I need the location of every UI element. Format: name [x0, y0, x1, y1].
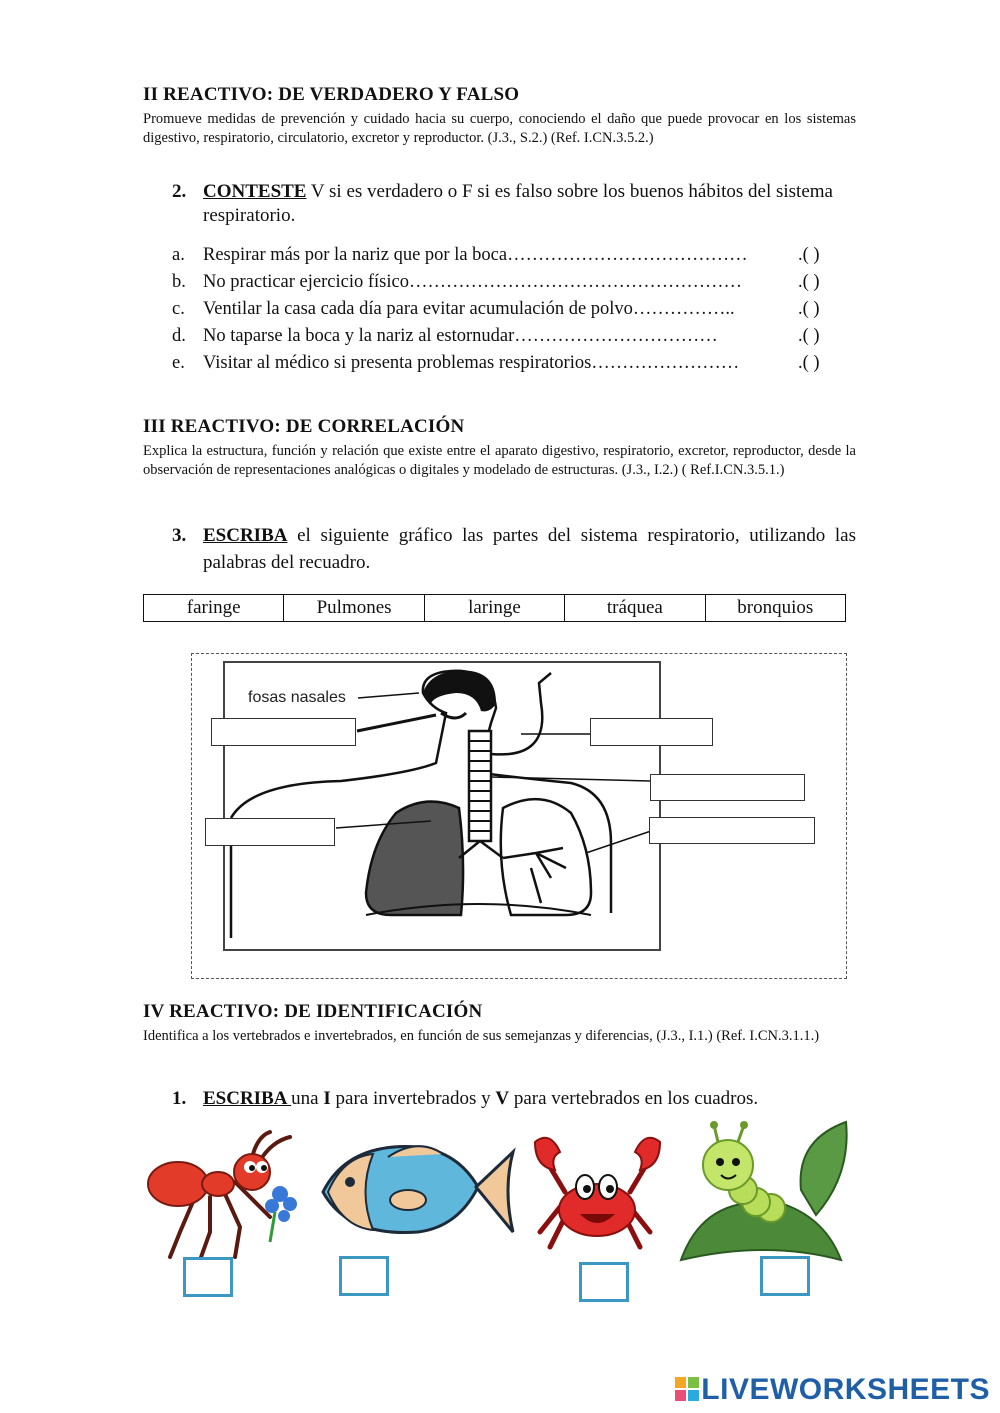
diagram-answer-box[interactable]: [590, 718, 713, 746]
question-keyword: CONTESTE: [203, 181, 307, 202]
question-text: el siguiente gráfico las partes del sistema respiratorio, utilizando las palabras del recuadro.: [203, 525, 857, 573]
respiratory-diagram: [191, 653, 847, 979]
ant-answer-box[interactable]: [183, 1257, 233, 1297]
tf-item: [172, 326, 862, 352]
word-cell: laringe: [424, 595, 564, 622]
question-keyword: ESCRIBA: [203, 1088, 292, 1109]
word-cell: faringe: [144, 595, 284, 622]
fish-answer-box[interactable]: [339, 1256, 389, 1296]
answer-paren[interactable]: .( ): [798, 326, 820, 346]
letter-v: V: [495, 1088, 510, 1109]
fish-illustration: [318, 1132, 518, 1247]
question-text-part: para invertebrados y: [330, 1088, 496, 1109]
section4-description: Identifica a los vertebrados e invertebrados, en función de sus semejanzas y diferencias, (J.3., I.1.) (Ref. I.CN.3.1.1.): [143, 1028, 820, 1044]
caterpillar-illustration: [676, 1120, 851, 1265]
crab-answer-box[interactable]: [579, 1262, 629, 1302]
section2-title: II REACTIVO: DE VERDADERO Y FALSO: [143, 84, 520, 105]
ant-illustration: [140, 1122, 305, 1262]
answer-paren[interactable]: .( ): [798, 299, 820, 319]
item-letter: d.: [172, 326, 186, 346]
diagram-answer-box[interactable]: [649, 817, 815, 844]
tf-item: [172, 299, 862, 325]
diagram-answer-box[interactable]: [650, 774, 805, 801]
answer-paren[interactable]: .( ): [798, 353, 820, 373]
section3-title: III REACTIVO: DE CORRELACIÓN: [143, 416, 465, 437]
item-text: Respirar más por la nariz que por la boca…………………………………: [203, 245, 748, 265]
diagram-answer-box[interactable]: [205, 818, 335, 846]
letter-i: I: [323, 1088, 331, 1109]
item-letter: b.: [172, 272, 186, 292]
diagram-label-fosas: fosas nasales: [248, 689, 346, 706]
answer-paren[interactable]: .( ): [798, 272, 820, 292]
item-letter: e.: [172, 353, 185, 373]
tf-item: [172, 353, 862, 379]
question-number: 2.: [172, 181, 187, 202]
question-text-part: una: [291, 1088, 324, 1109]
crab-illustration: [530, 1132, 665, 1257]
tf-item: [172, 272, 862, 298]
item-letter: c.: [172, 299, 185, 319]
item-text: No practicar ejercicio físico………………………………………………: [203, 272, 742, 292]
logo-badge: [675, 1377, 699, 1401]
question-text: V si es verdadero o F si es falso sobre los buenos hábitos del sistema respiratorio.: [203, 181, 833, 226]
item-text: Ventilar la casa cada día para evitar acumulación de polvo……………..: [203, 299, 735, 319]
word-cell: Pulmones: [284, 595, 424, 622]
diagram-answer-box[interactable]: [211, 718, 356, 746]
question-number: 3.: [172, 525, 187, 546]
item-letter: a.: [172, 245, 185, 265]
question-keyword: ESCRIBA: [203, 525, 288, 546]
word-cell: bronquios: [705, 595, 845, 622]
caterpillar-answer-box[interactable]: [760, 1256, 810, 1296]
section2-description: Promueve medidas de prevención y cuidado hacia su cuerpo, conociendo el daño que puede provocar en los sistemas digestivo, respiratorio, circulatorio, excretor y reproductor. (J.3., S.2.) (Ref. I.CN.3.5.2.): [143, 111, 856, 146]
liveworksheets-logo: [675, 1373, 990, 1407]
tf-item: [172, 245, 862, 271]
section3-description: Explica la estructura, función y relación que existe entre el aparato digestivo, respiratorio, excretor, reproductor, desde la observación de representaciones analógicas o digitales y modelado de estructuras. (J.3., I.2.) ( Ref.I.CN.3.5.1.): [143, 443, 856, 478]
word-bank: [143, 594, 846, 622]
item-text: No taparse la boca y la nariz al estornudar……………………………: [203, 326, 718, 346]
question-number: 1.: [172, 1088, 187, 1109]
answer-paren[interactable]: .( ): [798, 245, 820, 265]
section4-title: IV REACTIVO: DE IDENTIFICACIÓN: [143, 1001, 483, 1022]
item-text: Visitar al médico si presenta problemas respiratorios……………………: [203, 353, 740, 373]
word-cell: tráquea: [565, 595, 705, 622]
logo-text: LIVEWORKSHEETS: [701, 1373, 990, 1406]
question-text-part: para vertebrados en los cuadros.: [509, 1088, 759, 1109]
